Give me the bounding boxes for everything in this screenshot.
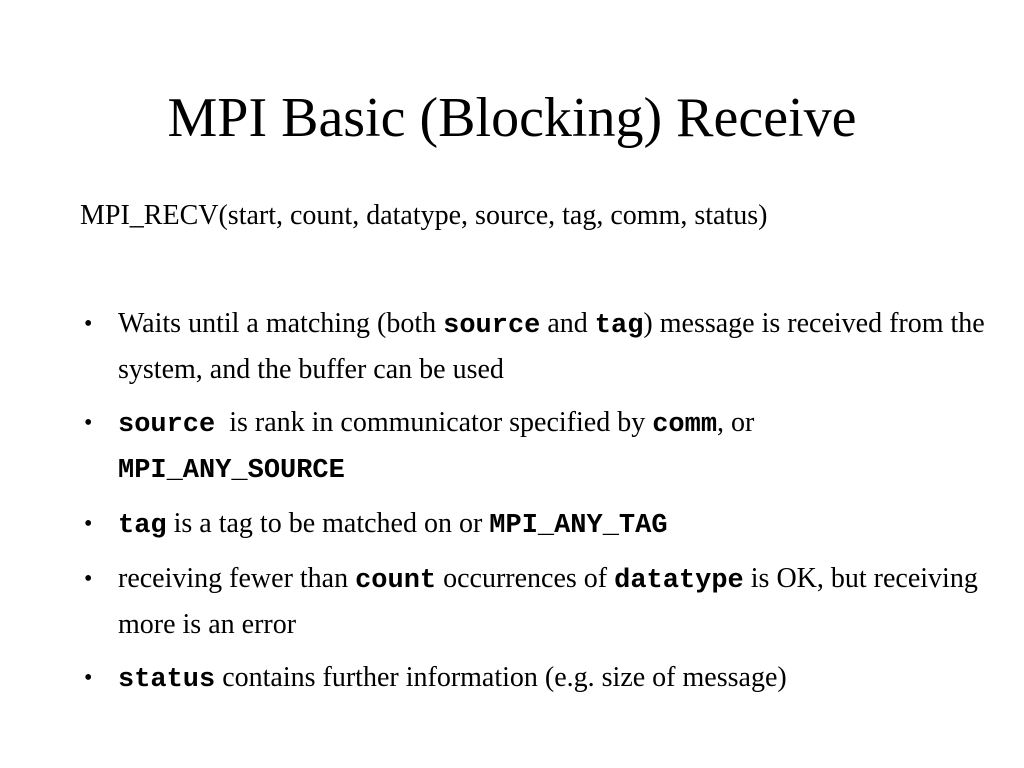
code-term: MPI_ANY_SOURCE: [118, 456, 345, 486]
bullet-marker-icon: •: [84, 311, 93, 337]
bullet-text: , or: [717, 407, 755, 438]
bullet-item-status: [80, 656, 1000, 702]
bullet-item-tag: [80, 502, 1000, 548]
code-term: comm: [652, 410, 718, 440]
bullet-text: and: [540, 308, 595, 339]
slide-title: MPI Basic (Blocking) Receive: [167, 87, 857, 149]
bullet-item-count: [80, 557, 1000, 647]
bullet-item-source: [80, 401, 1000, 493]
code-term: tag: [594, 311, 644, 341]
bullet-text: contains further information (e.g. size of message): [215, 662, 787, 693]
bullet-marker-icon: •: [84, 665, 93, 691]
bullet-item-wait: [80, 302, 1000, 392]
code-term: source: [118, 410, 216, 440]
code-term: status: [118, 665, 216, 695]
bullet-text: is a tag to be matched on or: [166, 508, 490, 539]
bullet-text: Waits until a matching (both: [118, 308, 444, 339]
bullet-text: is rank in communicator specified by: [215, 407, 653, 438]
bullet-marker-icon: •: [84, 511, 93, 537]
bullet-list: [80, 302, 1000, 711]
function-signature: MPI_RECV(start, count, datatype, source, tag, comm, status): [80, 200, 768, 231]
bullet-text: ) message is received from the system, and the buffer can be used: [118, 308, 985, 385]
bullet-text: receiving fewer than: [118, 563, 356, 594]
code-term: tag: [118, 511, 167, 541]
bullet-marker-icon: •: [84, 566, 93, 592]
code-term: MPI_ANY_TAG: [489, 511, 668, 541]
bullet-text: occurrences of: [436, 563, 615, 594]
code-term: count: [355, 566, 437, 596]
code-term: source: [443, 311, 541, 341]
bullet-text: is OK, but receiving more is an error: [118, 563, 978, 640]
code-term: datatype: [614, 566, 744, 596]
bullet-marker-icon: •: [84, 410, 93, 436]
